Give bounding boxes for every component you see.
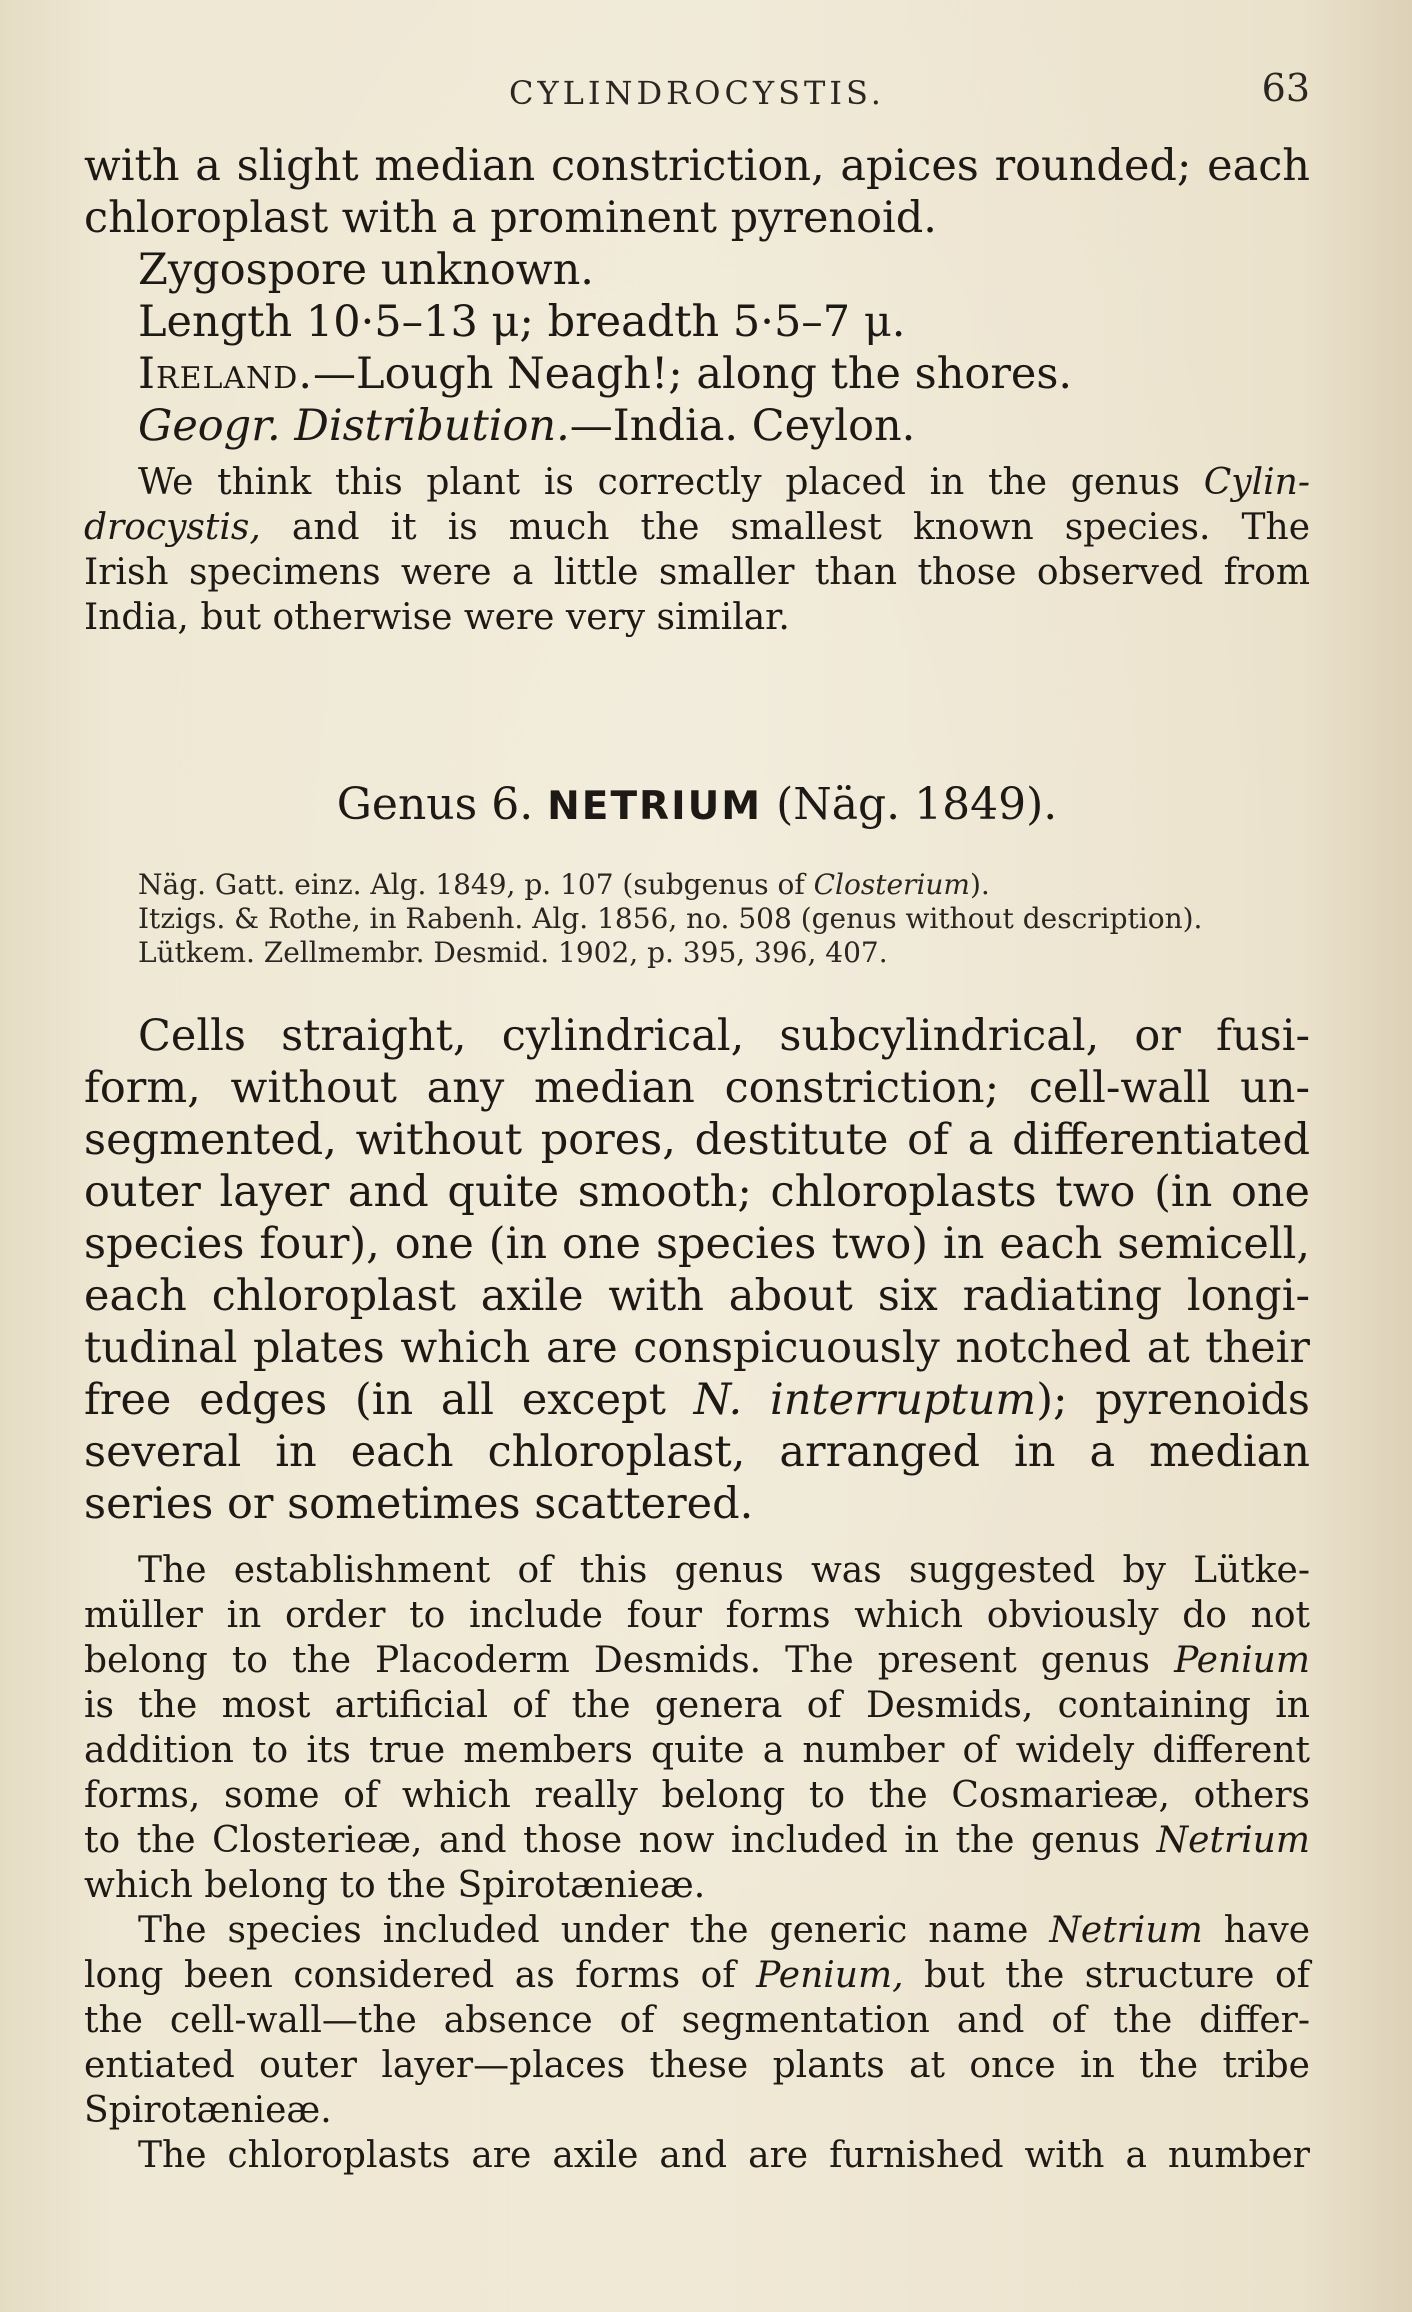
text-line: several in each chloroplast, arranged in a median [84,1427,1310,1477]
species-name-fragment: N. interruptum [693,1375,1037,1425]
text-line: with a slight median constriction, apices rounded; each [84,141,1310,191]
distribution-text: —India. Ceylon. [569,401,916,451]
text-fragment: long been considered as forms of [84,1955,757,1996]
text-line: Spirotænieæ. [84,2090,332,2131]
text-line: outer layer and quite smooth; chloroplasts two (in one [84,1167,1310,1217]
genus-authority: (Näg. 1849). [762,779,1058,830]
reference-line: Itzigs. & Rothe, in Rabenh. Alg. 1856, no. 508 (genus without description). [138,902,1203,935]
text-line: Zygospore unknown. [138,245,594,295]
genus-prefix: Genus 6. [336,779,548,830]
reference-italic: Closterium [813,868,970,901]
distribution-geography [84,400,1310,452]
text-line: India, but otherwise were very similar. [84,597,790,638]
discussion-paragraph-1 [84,1548,1310,1908]
genus-name-fragment: Cylin- [1203,462,1310,503]
page-content [84,62,1310,2178]
genus-description [84,1010,1310,1530]
text-fragment: belong to the Placoderm Desmids. The present genus [84,1640,1175,1681]
text-line: is the most artificial of the genera of Desmids, containing in [84,1685,1310,1726]
text-line: Length 10·5–13 μ; breadth 5·5–7 μ. [138,297,906,347]
text-line: series or sometimes scattered. [84,1479,754,1529]
genus-name-fragment: Netrium [1156,1820,1310,1861]
text-line: Irish specimens were a little smaller than those observed from [84,552,1310,593]
species-note [84,460,1310,640]
discussion-paragraph-2 [84,1908,1310,2133]
text-line [84,1953,1310,1998]
text-line: tudinal plates which are conspicuously notched at their [84,1323,1310,1373]
genus-name-fragment: Penium [1174,1640,1310,1681]
genus-name-fragment: Netrium [1049,1910,1203,1951]
genus-name-fragment: drocystis, [84,507,261,548]
location-label: Ireland. [138,349,314,399]
text-line: The establishment of this genus was suggested by Lütke- [138,1550,1310,1591]
location-text: —Lough Neagh!; along the shores. [313,349,1073,399]
text-fragment: The species included under the generic name [138,1910,1050,1951]
text-line: segmented, without pores, destitute of a differentiated [84,1115,1310,1165]
text-fragment: and it is much the smallest known species. The [260,507,1310,548]
distribution-label: Geogr. Distribution. [138,401,570,451]
running-title: CYLINDROCYSTIS. [509,74,885,112]
text-line: which belong to the Spirotænieæ. [84,1865,706,1906]
text-line [84,1818,1310,1863]
text-line: species four), one (in one species two) in each semicell, [84,1219,1310,1269]
text-line: The chloroplasts are axile and are furnished with a number [138,2135,1310,2176]
text-line [84,1908,1310,1953]
text-line [84,1638,1310,1683]
text-line: entiated outer layer—places these plants at once in the tribe [84,2045,1310,2086]
text-line: the cell-wall—the absence of segmentation and of the differ- [84,2000,1310,2041]
distribution-ireland [84,348,1310,400]
text-fragment: but the structure of [903,1955,1310,1996]
genus-name: NETRIUM [547,784,763,829]
reference-line: Lütkem. Zellmembr. Desmid. 1902, p. 395, 396, 407. [138,936,888,969]
text-line: form, without any median constriction; cell-wall un- [84,1063,1310,1113]
text-fragment: ); pyrenoids [1036,1375,1311,1425]
text-line [84,460,1310,505]
text-line: müller in order to include four forms which obviously do not [84,1595,1310,1636]
species-description-end [84,140,1310,452]
text-line: addition to its true members quite a number of widely different [84,1730,1310,1771]
text-line: forms, some of which really belong to the Cosmarieæ, others [84,1775,1310,1816]
text-line: chloroplast with a prominent pyrenoid. [84,193,937,243]
text-fragment: free edges (in all except [84,1375,694,1425]
text-line [84,505,1310,550]
text-fragment: We think this plant is correctly placed in the genus [138,462,1204,503]
reference-line [138,868,1310,902]
page-number: 63 [1261,66,1310,110]
genus-name-fragment: Penium, [756,1955,904,1996]
reference-text: ). [969,868,990,901]
reference-text: Näg. Gatt. einz. Alg. 1849, p. 107 (subgenus of [138,868,814,901]
text-line: each chloroplast axile with about six radiating longi- [84,1271,1310,1321]
text-line: Cells straight, cylindrical, subcylindrical, or fusi- [138,1011,1310,1061]
running-header [84,62,1310,120]
text-fragment: to the Closterieæ, and those now included in the genus [84,1820,1157,1861]
discussion-paragraph-3 [84,2133,1310,2178]
text-fragment: have [1202,1910,1311,1951]
genus-references [138,868,1310,970]
text-line [84,1374,1310,1426]
genus-heading [84,778,1310,834]
